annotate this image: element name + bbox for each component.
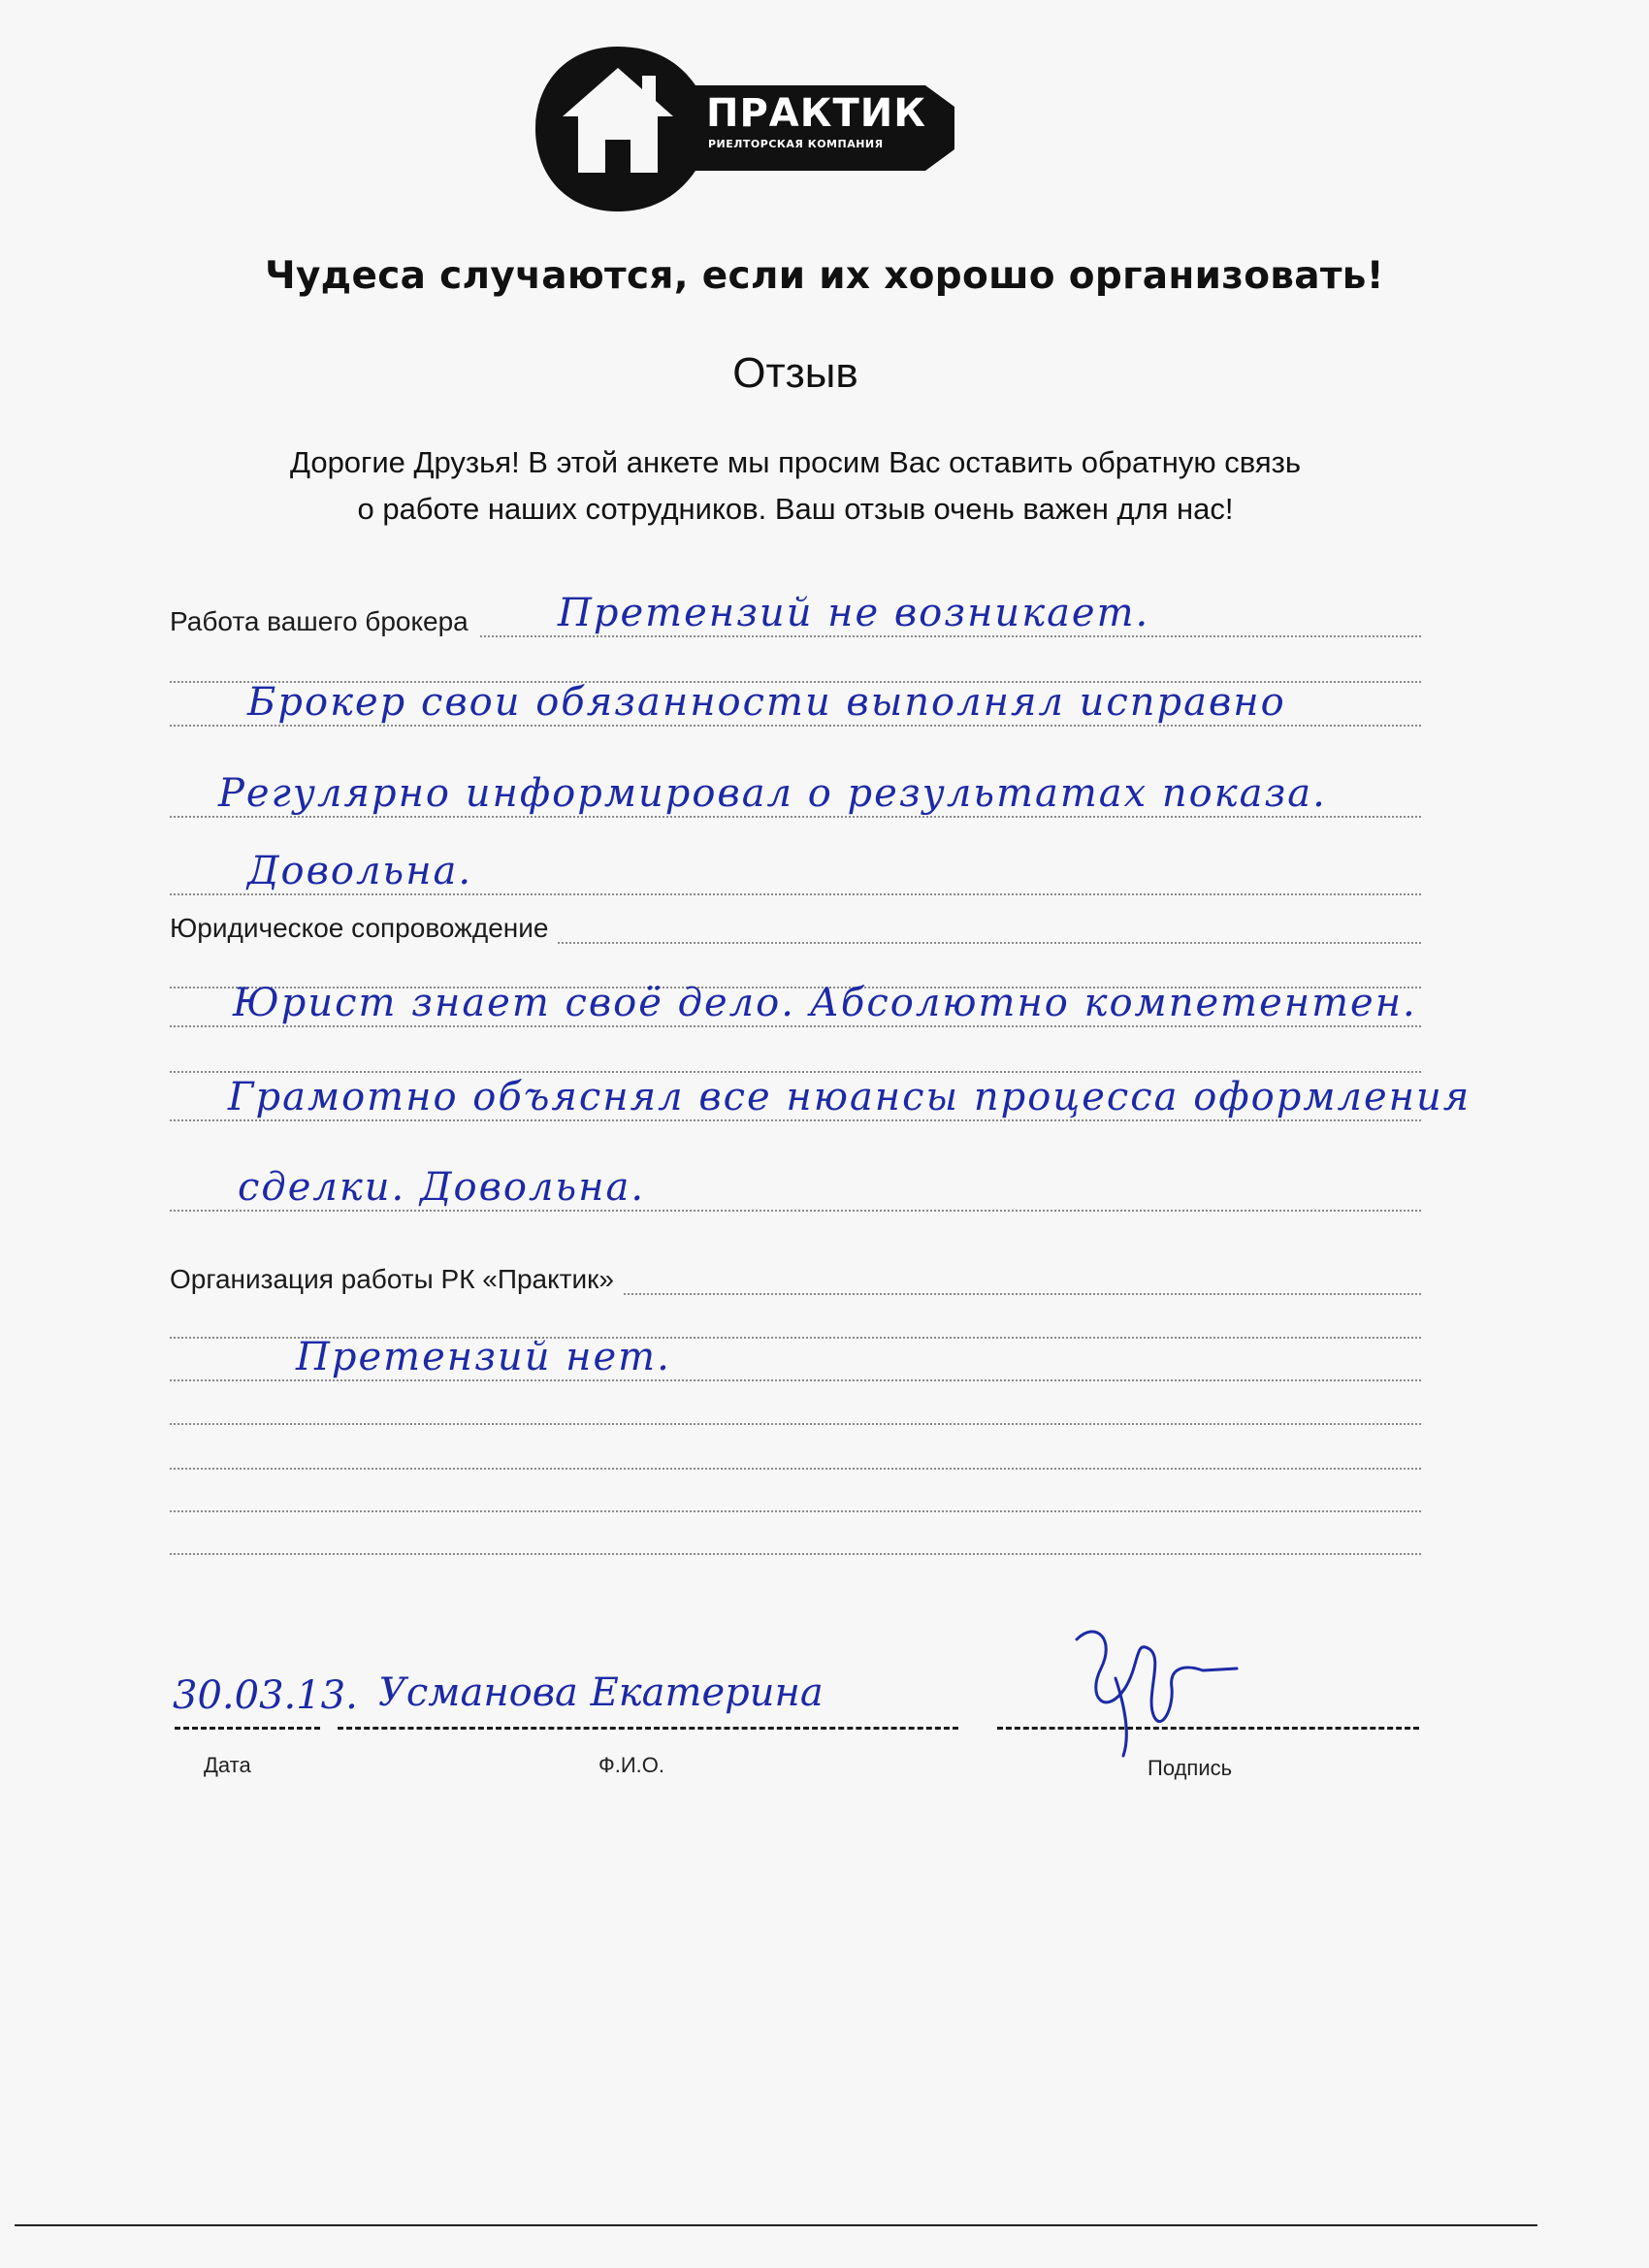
legal-row-1 bbox=[170, 981, 1421, 1033]
intro-text bbox=[0, 439, 1591, 533]
company-logo bbox=[535, 47, 954, 211]
legal-row-label bbox=[170, 909, 1421, 950]
empty-line bbox=[170, 1435, 1421, 1475]
handwritten-answer: сделки. Довольна. bbox=[238, 1165, 646, 1210]
broker-row-1 bbox=[170, 591, 1421, 643]
brand-name: ПРАКТИК bbox=[706, 91, 926, 136]
handwritten-answer: Юрист знает своё дело. Абсолютно компетентен. bbox=[233, 981, 1417, 1025]
bottom-rule bbox=[15, 2224, 1537, 2226]
handwritten-answer: Претензий нет. bbox=[296, 1335, 671, 1379]
legal-label: Юридическое сопровождение bbox=[170, 913, 558, 944]
document-title: Отзыв bbox=[732, 349, 858, 397]
intro-line: Дорогие Друзья! В этой анкете мы просим Вас оставить обратную связь bbox=[289, 445, 1301, 479]
legal-row-2 bbox=[170, 1075, 1471, 1127]
intro-line: о работе наших сотрудников. Ваш отзыв очень важен для нас! bbox=[357, 492, 1234, 526]
handwritten-answer: Довольна. bbox=[247, 849, 473, 893]
broker-label: Работа вашего брокера bbox=[170, 606, 478, 637]
signature-caption: Подпись bbox=[1148, 1756, 1233, 1780]
empty-line bbox=[170, 1477, 1421, 1518]
handwritten-answer: Брокер свои обязанности выполнял исправно bbox=[247, 680, 1286, 725]
handwritten-answer: Претензий не возникает. bbox=[558, 591, 1150, 635]
handwritten-signature bbox=[1057, 1610, 1242, 1766]
handwritten-answer: Грамотно объяснял все нюансы процесса оформления bbox=[228, 1075, 1471, 1119]
empty-line bbox=[170, 1038, 1421, 1079]
empty-line bbox=[170, 1390, 1421, 1431]
organization-row-label bbox=[170, 1260, 1421, 1301]
slogan: Чудеса случаются, если их хорошо организовать! bbox=[265, 254, 1384, 298]
empty-line bbox=[170, 1520, 1421, 1561]
date-caption: Дата bbox=[204, 1753, 251, 1777]
organization-row-1 bbox=[170, 1335, 1421, 1387]
handwritten-answer: Регулярно информировал о результатах показа. bbox=[218, 771, 1327, 816]
broker-row-2 bbox=[170, 680, 1421, 732]
fio-line bbox=[338, 1727, 958, 1730]
broker-row-3 bbox=[170, 771, 1421, 824]
fio-value: Усманова Екатерина bbox=[378, 1670, 824, 1715]
date-line bbox=[175, 1727, 320, 1730]
brand-tagline: РИЕЛТОРСКАЯ КОМПАНИЯ bbox=[708, 138, 884, 150]
broker-row-4 bbox=[170, 849, 1421, 901]
fio-caption: Ф.И.О. bbox=[598, 1753, 664, 1777]
legal-row-3 bbox=[170, 1165, 1421, 1217]
date-value: 30.03.13. bbox=[173, 1673, 358, 1718]
organization-label: Организация работы РК «Практик» bbox=[170, 1264, 624, 1295]
